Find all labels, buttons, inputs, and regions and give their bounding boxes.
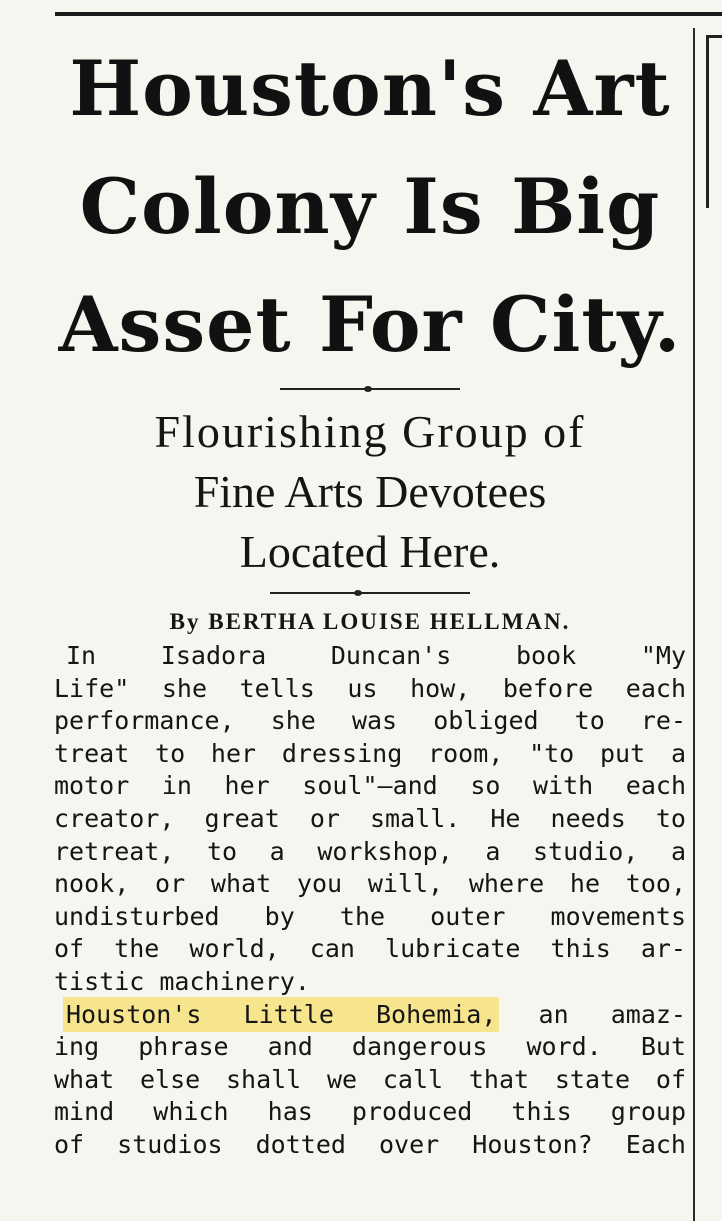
highlighted-phrase: Houston's Little Bohemia,	[66, 999, 497, 1029]
subhead-line-3: Located Here.	[239, 526, 501, 577]
body-line: of studios dotted over Houston? Each	[54, 1129, 686, 1159]
top-rule	[55, 12, 722, 16]
headline	[54, 30, 686, 384]
headline-line-1: Houston's Art	[69, 44, 671, 133]
body-line: undisturbed by the outer movements	[54, 901, 686, 931]
body-line-highlighted	[54, 999, 686, 1032]
body-line: what else shall we call that state of	[54, 1064, 686, 1094]
body-line: nook, or what you will, where he too,	[54, 869, 686, 899]
body-line: retreat, to a workshop, a studio, a	[54, 836, 686, 866]
body-line: performance, she was obliged to re-	[54, 706, 686, 736]
headline-line-3: Asset For City.	[58, 280, 682, 369]
body-line: In Isadora Duncan's book "My	[66, 641, 686, 670]
subheadline	[54, 402, 686, 582]
body-line: creator, great or small. He needs to	[54, 803, 686, 833]
divider-rule	[270, 592, 470, 594]
body-line: ing phrase and dangerous word. But	[54, 1032, 686, 1062]
body-line: treat to her dressing room, "to put a	[54, 738, 686, 768]
subhead-line-1: Flourishing Group of	[154, 406, 586, 457]
divider-rule	[280, 388, 460, 390]
body-line: of the world, can lubricate this ar-	[54, 934, 686, 964]
body-line: motor in her soul"—and so with each	[54, 771, 686, 801]
body-line: Life" she tells us how, before each	[54, 673, 686, 703]
article-body	[54, 640, 686, 1162]
headline-line-2: Colony Is Big	[79, 162, 661, 251]
adjacent-column-edge	[706, 35, 722, 208]
body-line: tistic machinery.	[54, 966, 310, 996]
body-line: mind which has produced this group	[54, 1097, 686, 1127]
subhead-line-2: Fine Arts Devotees	[193, 466, 547, 517]
body-line-continuation: an amaz-	[496, 999, 686, 1029]
article-column	[54, 30, 686, 1162]
column-rule	[693, 28, 695, 1221]
byline: By BERTHA LOUISE HELLMAN.	[169, 609, 571, 634]
